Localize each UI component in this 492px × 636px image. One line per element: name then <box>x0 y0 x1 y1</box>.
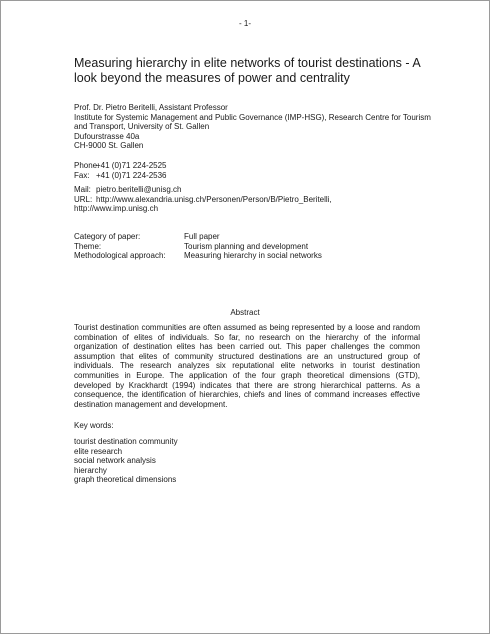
meta-value: Full paper <box>184 232 220 241</box>
keyword-item: elite research <box>74 446 123 456</box>
fax-label: Fax: <box>74 170 90 180</box>
meta-row <box>74 242 434 252</box>
author-street: Dufourstrasse 40a <box>74 131 140 141</box>
mail-label: Mail: <box>74 185 91 194</box>
fax-value: +41 (0)71 224-2536 <box>96 170 167 180</box>
author-name: Prof. Dr. Pietro Beritelli, Assistant Professor <box>74 103 228 112</box>
author-city: CH-9000 St. Gallen <box>74 141 144 151</box>
author-institute: Institute for Systemic Management and Public Governance (IMP-HSG), Research Centre for Tourism and Transport, University of St. Gallen <box>74 112 431 132</box>
url-link-2[interactable]: http://www.imp.unisg.ch <box>74 204 159 214</box>
keyword-item: hierarchy <box>74 465 107 475</box>
keywords-heading: Key words: <box>74 421 114 430</box>
keyword-item: graph theoretical dimensions <box>74 475 177 485</box>
author-block <box>74 103 434 151</box>
keywords-list <box>74 437 434 485</box>
mail-row <box>74 185 434 195</box>
fax-row <box>74 171 434 181</box>
web-block <box>74 185 434 214</box>
abstract-text: Tourist destination communities are often assumed as being represented by a loose and random combination of elites of individuals. So far, no research on the hierarchy of the informal organization of destination elites has been carried out. This paper challenges the common assumption that elites of community structured destinations are an unstructured group of individuals. The research analyzes six reputational elite networks in tourist destination communities in Europe. The application of the four graph theoretical dimensions (GTD), developed by Krackhardt (1994) indicates that there are strong hierarchical patterns. As a consequence, the identification of hierarchies, chiefs and lines of command increases effective destination management and development. <box>74 323 420 409</box>
meta-key: Methodological approach: <box>74 251 166 261</box>
meta-row <box>74 232 434 242</box>
page-number: - 1- <box>239 19 251 28</box>
meta-key: Theme: <box>74 241 102 251</box>
url-label: URL: <box>74 194 93 204</box>
meta-key: Category of paper: <box>74 232 141 241</box>
mail-link[interactable]: pietro.beritelli@unisg.ch <box>96 185 182 194</box>
phone-value: +41 (0)71 224-2525 <box>96 161 167 170</box>
meta-value: Tourism planning and development <box>184 241 309 251</box>
meta-row <box>74 251 434 261</box>
paper-meta <box>74 232 434 261</box>
url-link-1[interactable]: http://www.alexandria.unisg.ch/Personen/Person/B/Pietro_Beritelli, <box>96 194 332 204</box>
contact-block <box>74 161 434 180</box>
keyword-item: tourist destination community <box>74 437 178 446</box>
abstract-heading: Abstract <box>230 308 260 317</box>
paper-title: Measuring hierarchy in elite networks of tourist destinations - A look beyond the measures of power and centrality <box>74 56 421 85</box>
keyword-item: social network analysis <box>74 456 156 466</box>
phone-row <box>74 161 434 171</box>
meta-value: Measuring hierarchy in social networks <box>184 251 322 261</box>
phone-label: Phone: <box>74 161 100 170</box>
url-row <box>74 195 434 205</box>
